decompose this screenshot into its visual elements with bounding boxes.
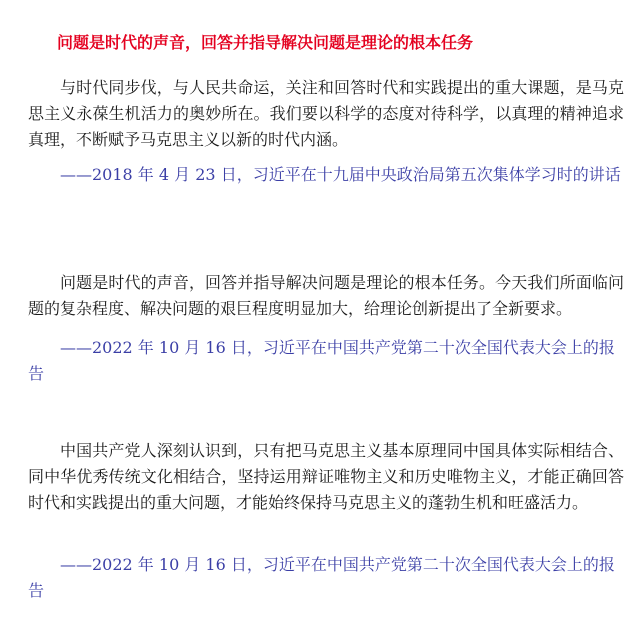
quote-source-3: ——2022 年 10 月 16 日，习近平在中国共产党第二十次全国代表大会上的报告: [28, 555, 615, 600]
quote-paragraph-3: 中国共产党人深刻认识到，只有把马克思主义基本原理同中国具体实际相结合、同中华优秀传统文化相结合，坚持运用辩证唯物主义和历史唯物主义，才能正确回答时代和实践提出的重大问题，才能始终保持马克思主义的蓬勃生机和旺盛活力。: [28, 441, 624, 512]
quote-source-2: ——2022 年 10 月 16 日，习近平在中国共产党第二十次全国代表大会上的报告: [28, 338, 615, 383]
document-title: 问题是时代的声音，回答并指导解决问题是理论的根本任务: [57, 33, 474, 52]
quote-paragraph-1: 与时代同步伐，与人民共命运，关注和回答时代和实践提出的重大课题，是马克思主义永葆生机活力的奥妙所在。我们要以科学的态度对待科学，以真理的精神追求真理，不断赋予马克思主义以新的时代内涵。: [28, 78, 624, 149]
quote-source-1: ——2018 年 4 月 23 日，习近平在十九届中央政治局第五次集体学习时的讲话: [60, 165, 621, 184]
quote-paragraph-2: 问题是时代的声音，回答并指导解决问题是理论的根本任务。今天我们所面临问题的复杂程度、解决问题的艰巨程度明显加大，给理论创新提出了全新要求。: [28, 273, 624, 318]
